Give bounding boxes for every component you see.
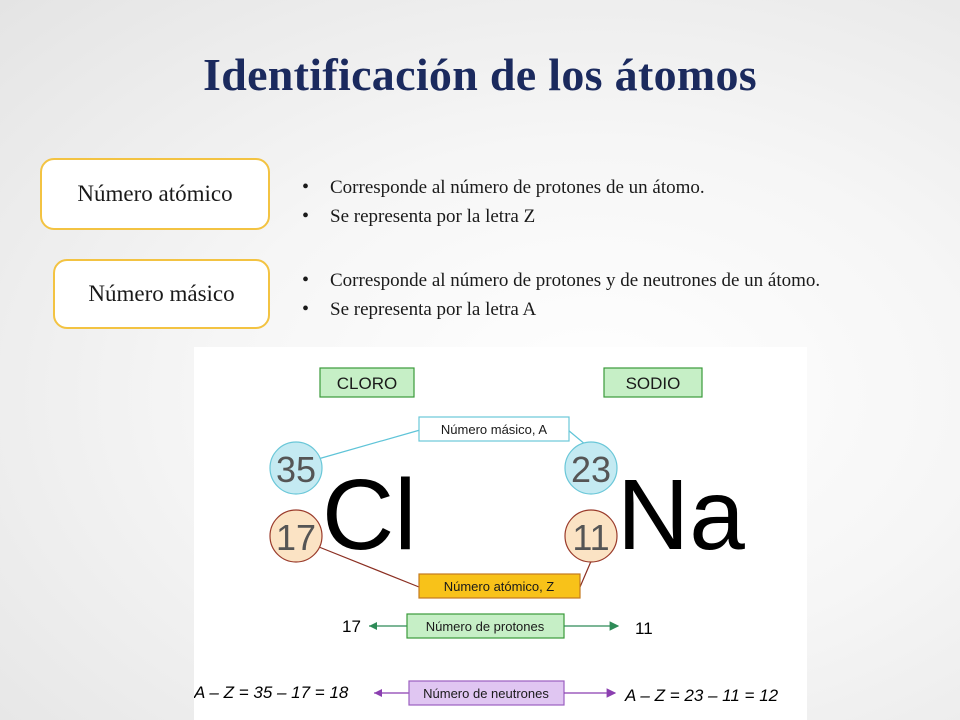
cl-mass-number: 35	[275, 449, 317, 490]
na-protons-value: 11	[635, 619, 653, 638]
sodio-name: SODIO	[625, 374, 681, 393]
mass-number-bullets	[298, 266, 820, 324]
na-mass-number: 23	[570, 449, 612, 490]
atomic-number-label: Número atómico	[77, 181, 233, 206]
mass-connector-cl	[318, 430, 420, 459]
neutrons-arrowhead-left	[374, 689, 382, 697]
mass-number-label-box	[53, 259, 270, 329]
bullet-item: • Corresponde al número de protones y de neutrones de un átomo.	[298, 266, 820, 295]
atomic-number-box-label: Número atómico, Z	[443, 579, 555, 594]
bullet-item: • Corresponde al número de protones de un átomo.	[298, 173, 705, 202]
atomic-number-bullets	[298, 173, 705, 231]
diagram-svg	[194, 347, 807, 720]
atom-notation-diagram	[194, 347, 807, 720]
cl-atomic-number: 17	[275, 517, 317, 558]
mass-number-box-label: Número másico, A	[440, 422, 548, 437]
na-symbol: Na	[617, 459, 745, 571]
bullet-item: • Se representa por la letra A	[298, 295, 820, 324]
cloro-name: CLORO	[336, 374, 398, 393]
cl-protons-value: 17	[342, 617, 361, 636]
na-atomic-number: 11	[572, 517, 610, 558]
na-neutrons-formula: A – Z = 23 – 11 = 12	[625, 686, 779, 705]
atomic-number-label-box	[40, 158, 270, 230]
mass-number-label: Número másico	[88, 281, 235, 306]
protons-box-label: Número de protones	[425, 619, 545, 634]
atomic-connector-na	[580, 559, 592, 587]
cl-symbol: Cl	[322, 459, 417, 571]
cl-neutrons-formula: A – Z = 35 – 17 = 18	[194, 683, 349, 702]
neutrons-box-label: Número de neutrones	[423, 686, 549, 701]
slide-title: Identificación de los átomos	[203, 49, 757, 100]
bullet-item: • Se representa por la letra Z	[298, 202, 705, 231]
protons-arrowhead-left	[369, 622, 377, 630]
